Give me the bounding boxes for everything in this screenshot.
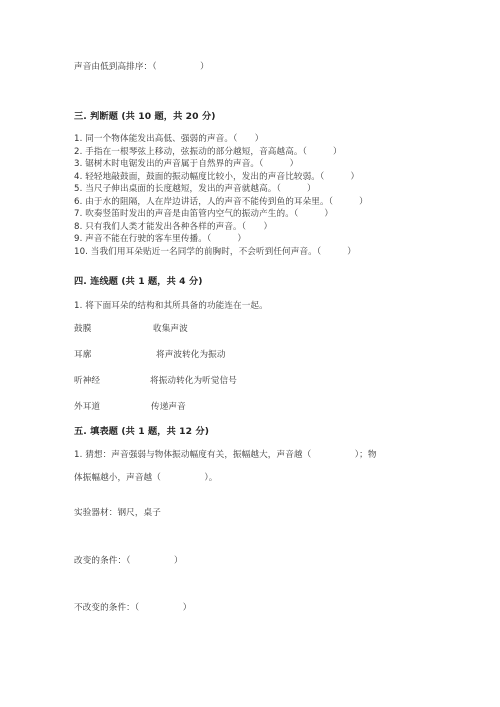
section-3-heading: 三. 判断题 (共 10 题，共 20 分) — [74, 111, 216, 122]
judgment-item: 8. 只有我们人类才能发出各种各样的声音。（ ） — [74, 222, 273, 232]
materials-line: 实验器材：钢尺，桌子 — [74, 508, 161, 518]
judgment-item: 5. 当尺子伸出桌面的长度越短，发出的声音就越高。（ ） — [74, 184, 316, 194]
judgment-item: 3. 锯树木时电锯发出的声音属于自然界的声音。（ ） — [74, 159, 299, 169]
ear-function-label: 传递声音 — [151, 402, 186, 412]
ear-part-label: 外耳道 — [74, 402, 101, 412]
section-4-heading: 四. 连线题 (共 1 题，共 4 分) — [74, 276, 203, 287]
judgment-item: 1. 同一个物体能发出高低、强弱的声音。（ ） — [74, 134, 264, 144]
judgment-item: 10. 当我们用耳朵贴近一名同学的前胸时，不会听到任何声音。（ ） — [74, 247, 357, 257]
ear-part-label: 听神经 — [74, 376, 101, 386]
judgment-item: 9. 声音不能在行驶的客车里传播。（ ） — [74, 234, 247, 244]
ear-function-label: 将振动转化为听觉信号 — [150, 376, 237, 386]
ear-function-label: 收集声波 — [153, 324, 188, 334]
ear-part-label: 耳廓 — [74, 350, 92, 360]
section-5-heading: 五. 填表题 (共 1 题，共 12 分) — [74, 426, 210, 437]
changed-condition-line: 改变的条件：（ ） — [74, 556, 183, 566]
unchanged-condition-line: 不改变的条件：（ ） — [74, 603, 192, 613]
sort-question: 声音由低到高排序：（ ） — [74, 62, 209, 72]
ear-part-label: 鼓膜 — [74, 324, 92, 334]
judgment-item: 7. 吹奏竖笛时发出的声音是由笛管内空气的振动产生的。（ ） — [74, 209, 334, 219]
matching-question: 1. 将下面耳朵的结构和其所具备的功能连在一起。 — [74, 301, 268, 311]
judgment-item: 6. 由于水的阻隔，人在岸边讲话，人的声音不能传到鱼的耳朵里。（ ） — [74, 197, 368, 207]
hypothesis-line-1: 1. 猜想：声音强弱与物体振动幅度有关，振幅越大，声音越（ ）；物 — [74, 450, 377, 460]
judgment-item: 2. 手指在一根琴弦上移动，弦振动的部分越短，音高越高。（ ） — [74, 147, 342, 157]
judgment-item: 4. 轻轻地敲鼓面，鼓面的振动幅度比较小，发出的声音比较弱。（ ） — [74, 172, 360, 182]
ear-function-label: 将声波转化为振动 — [156, 350, 226, 360]
hypothesis-line-2: 体振幅越小，声音越（ ）。 — [74, 473, 218, 483]
